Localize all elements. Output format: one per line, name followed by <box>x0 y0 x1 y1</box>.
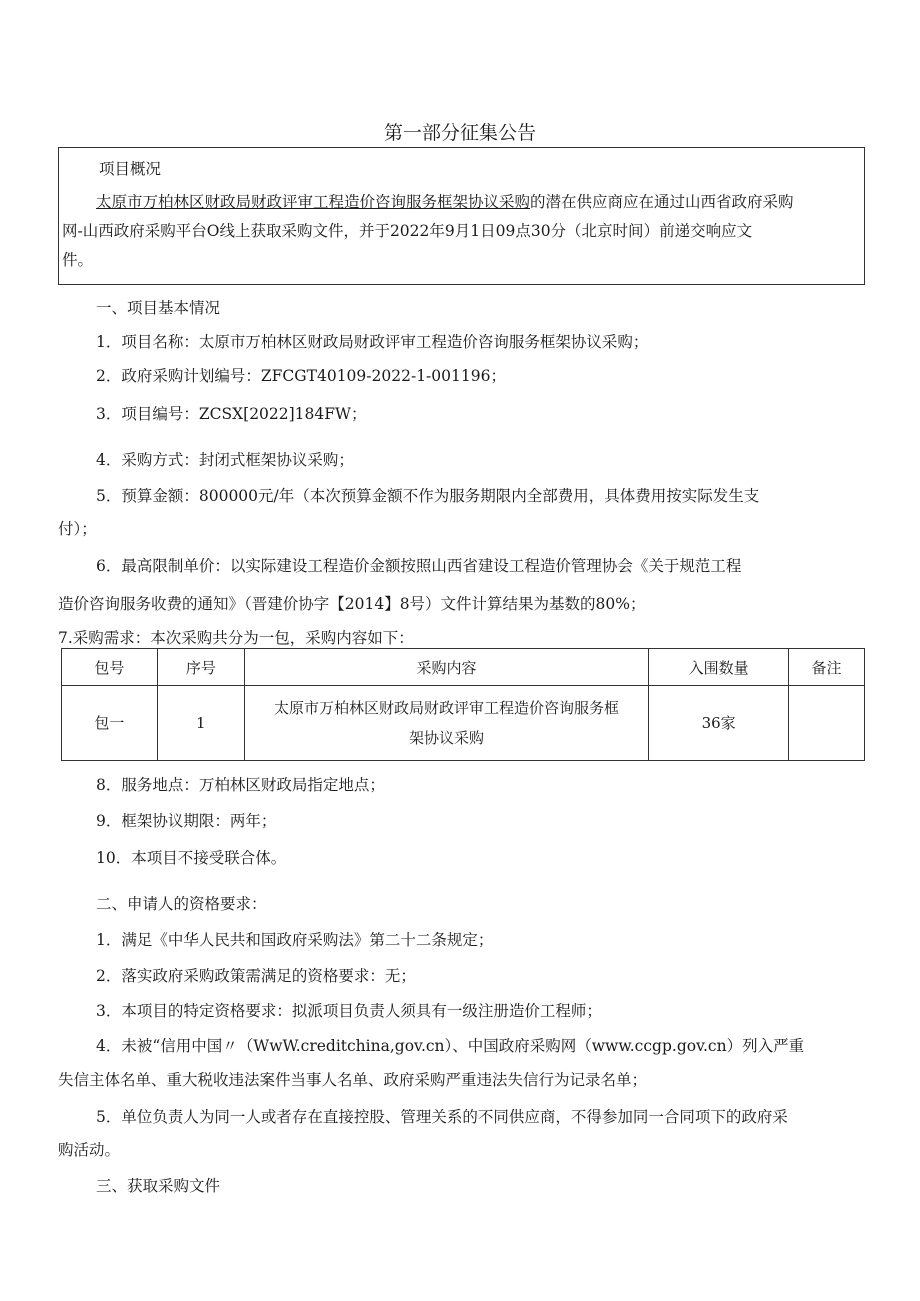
cell-remark <box>789 686 865 761</box>
cell-package: 包一 <box>62 686 158 761</box>
section1-item: 2．政府采购计划编号：ZFCGT40109-2022-1-001196； <box>96 367 506 385</box>
section2-item-continued: 失信主体名单、重大税收违法案件当事人名单、政府采购严重违法失信行为记录名单； <box>58 1071 648 1089</box>
column-header-quantity: 入围数量 <box>649 649 789 686</box>
section1-item: 3．项目编号：ZCSX[2022]184FW； <box>96 405 367 423</box>
section2-item: 3．本项目的特定资格要求：拟派项目负责人须具有一级注册造价工程师； <box>96 1002 602 1020</box>
section1-item: 6．最高限制单价：以实际建设工程造价金额按照山西省建设工程造价管理协会《关于规范工程 <box>96 557 742 575</box>
section3-heading: 三、获取采购文件 <box>96 1177 221 1195</box>
section1-item: 5．预算金额：800000元/年（本次预算金额不作为服务期限内全部费用，具体费用按实际发生支 <box>96 487 760 505</box>
procurement-table <box>61 648 865 761</box>
section1-item: 9．框架协议期限：两年； <box>96 812 277 830</box>
page-title: 第一部分征集公告 <box>383 122 536 144</box>
overview-line-2: 网-山西政府采购平台O线上获取采购文件，并于2022年9月1日09点30分（北京时间）前递交响应文 <box>62 222 753 240</box>
cell-seq: 1 <box>157 686 244 761</box>
section2-item: 1．满足《中华人民共和国政府采购法》第二十二条规定； <box>96 931 494 949</box>
column-header-remark: 备注 <box>789 649 865 686</box>
section2-item: 2．落实政府采购政策需满足的资格要求：无； <box>96 967 416 985</box>
overview-box <box>58 147 865 285</box>
column-header-seq: 序号 <box>157 649 244 686</box>
section1-item-continued: 付）； <box>58 520 97 538</box>
cell-content <box>244 686 648 761</box>
cell-content-line: 太原市万柏林区财政局财政评审工程造价咨询服务框 <box>273 699 619 717</box>
section1-item: 8．服务地点：万柏林区财政局指定地点； <box>96 776 385 794</box>
project-name-link[interactable]: 太原市万柏林区财政局财政评审工程造价咨询服务框架协议采购 <box>96 193 531 211</box>
column-header-content: 采购内容 <box>244 649 648 686</box>
section1-heading: 一、项目基本情况 <box>96 299 221 317</box>
overview-line-1-rest: 的潜在供应商应在通过山西省政府采购 <box>530 193 794 211</box>
section2-item: 4．未被“信用中国〃（WwW.creditchina,gov.cn）、中国政府采购网（www.ccgp.gov.cn）列入严重 <box>96 1037 805 1055</box>
column-header-package: 包号 <box>62 649 158 686</box>
section1-item: 1．项目名称：太原市万柏林区财政局财政评审工程造价咨询服务框架协议采购； <box>96 333 649 351</box>
section1-item: 7.采购需求：本次采购共分为一包，采购内容如下： <box>58 629 414 647</box>
section1-item-continued: 造价咨询服务收费的通知》（晋建价协字【2014】8号）文件计算结果为基数的80%； <box>58 595 646 613</box>
table-header-row <box>62 649 865 686</box>
table-row <box>62 686 865 761</box>
overview-line-1 <box>96 188 794 217</box>
overview-heading: 项目概况 <box>99 160 162 178</box>
section1-item: 4．采购方式：封闭式框架协议采购； <box>96 451 354 469</box>
overview-line-3: 件。 <box>62 251 94 269</box>
section1-item: 10．本项目不接受联合体。 <box>96 849 287 867</box>
cell-content-line: 架协议采购 <box>408 729 484 747</box>
section2-item: 5．单位负责人为同一人或者存在直接控股、管理关系的不同供应商，不得参加同一合同项下的政府采 <box>96 1108 788 1126</box>
section2-item-continued: 购活动。 <box>58 1141 121 1159</box>
cell-quantity: 36家 <box>649 686 789 761</box>
section2-heading: 二、申请人的资格要求： <box>96 895 267 913</box>
